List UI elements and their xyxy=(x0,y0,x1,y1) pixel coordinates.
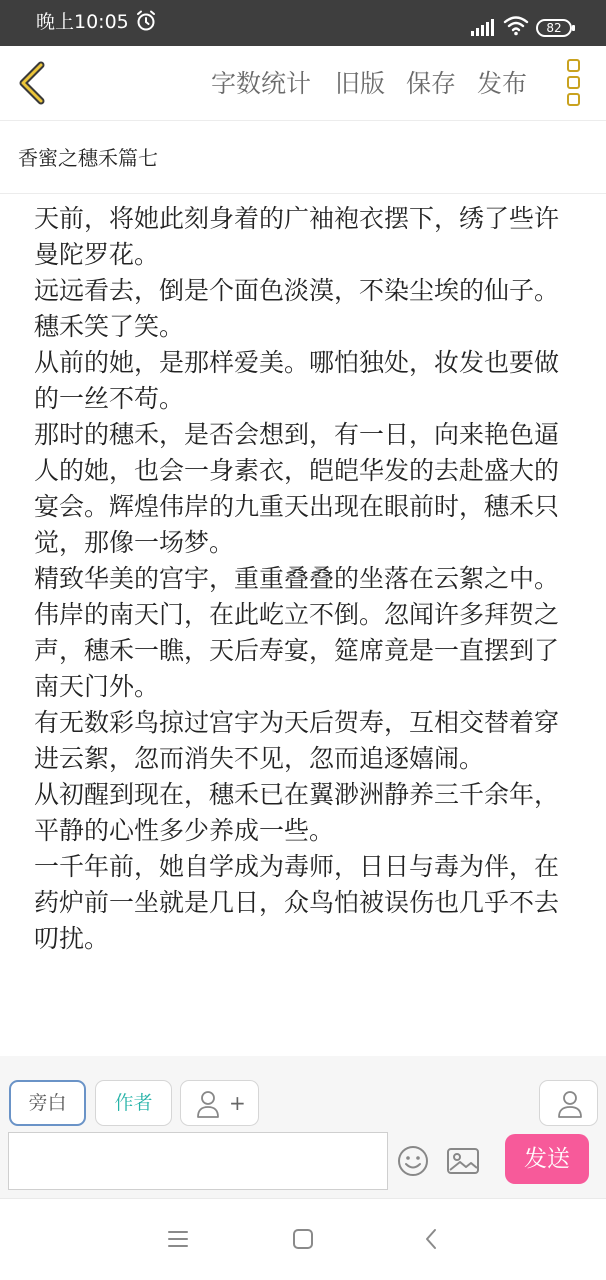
chevron-left-icon xyxy=(12,60,54,106)
role-picker-button[interactable] xyxy=(539,1080,598,1126)
add-role-button[interactable] xyxy=(180,1080,259,1126)
content-paragraph[interactable]: 那时的穗禾，是否会想到，有一日，向来艳色逼人的她，也会一身素衣，皑皑华发的去赴盛大的宴会。辉煌伟岸的九重天出现在眼前时，穗禾只觉，那像一场梦。 xyxy=(34,420,560,557)
alarm-icon xyxy=(136,10,156,32)
chevron-left-icon[interactable] xyxy=(420,1227,444,1251)
editor-toolbar xyxy=(0,46,606,121)
author-role-button[interactable]: 作者 xyxy=(95,1080,172,1126)
content-paragraph[interactable]: 天前，将她此刻身着的广袖袍衣摆下，绣了些许曼陀罗花。 xyxy=(34,204,560,269)
back-button[interactable] xyxy=(12,60,54,106)
content-paragraph[interactable]: 有无数彩鸟掠过宫宇为天后贺寿，互相交替着穿进云絮，忽而消失不见，忽而追逐嬉闹。 xyxy=(34,708,560,773)
narration-role-button[interactable]: 旁白 xyxy=(9,1080,86,1126)
more-menu-button[interactable] xyxy=(562,59,584,107)
wifi-icon xyxy=(503,14,529,36)
save-button[interactable]: 保存 xyxy=(406,69,457,98)
more-vertical-icon-dot xyxy=(567,76,580,89)
message-composer xyxy=(0,1056,606,1198)
user-icon xyxy=(557,1090,583,1118)
menu-icon[interactable] xyxy=(166,1227,190,1251)
send-button[interactable]: 发送 xyxy=(505,1134,589,1184)
signal-icon xyxy=(470,18,496,36)
more-vertical-icon xyxy=(567,59,580,72)
content-paragraph[interactable]: 远远看去，倒是个面色淡漠，不染尘埃的仙子。穗禾笑了笑。 xyxy=(34,276,560,341)
content-paragraph[interactable]: 从前的她，是那样爱美。哪怕独处，妆发也要做的一丝不苟。 xyxy=(34,348,560,413)
chapter-title-bar xyxy=(0,120,606,194)
publish-button[interactable]: 发布 xyxy=(477,69,528,98)
status-time: 晚上10:05 xyxy=(36,11,129,33)
message-input[interactable] xyxy=(8,1132,388,1190)
smiley-icon[interactable] xyxy=(396,1144,430,1178)
battery-indicator: 82 xyxy=(536,19,572,37)
content-paragraph[interactable]: 从初醒到现在，穗禾已在翼渺洲静养三千余年，平静的心性多少养成一些。 xyxy=(34,780,560,845)
more-vertical-icon-dot xyxy=(567,93,580,106)
word-count-button[interactable]: 字数统计 xyxy=(211,69,312,98)
system-nav-bar xyxy=(0,1198,606,1280)
add-role-plus: + xyxy=(229,1091,246,1115)
square-icon[interactable] xyxy=(291,1227,315,1251)
chapter-title[interactable]: 香蜜之穗禾篇七 xyxy=(18,146,158,170)
old-version-button[interactable]: 旧版 xyxy=(335,69,386,98)
image-icon[interactable] xyxy=(445,1144,481,1178)
chapter-content[interactable] xyxy=(0,194,606,1056)
user-plus-icon xyxy=(197,1090,223,1118)
status-bar xyxy=(0,0,606,46)
content-paragraph[interactable]: 精致华美的宫宇，重重叠叠的坐落在云絮之中。伟岸的南天门，在此屹立不倒。忽闻许多拜贺之声，穗禾一瞧，天后寿宴，筵席竟是一直摆到了南天门外。 xyxy=(34,564,560,701)
content-paragraph[interactable]: 一千年前，她自学成为毒师，日日与毒为伴，在药炉前一坐就是几日，众鸟怕被误伤也几乎不去叨扰。 xyxy=(34,852,560,953)
